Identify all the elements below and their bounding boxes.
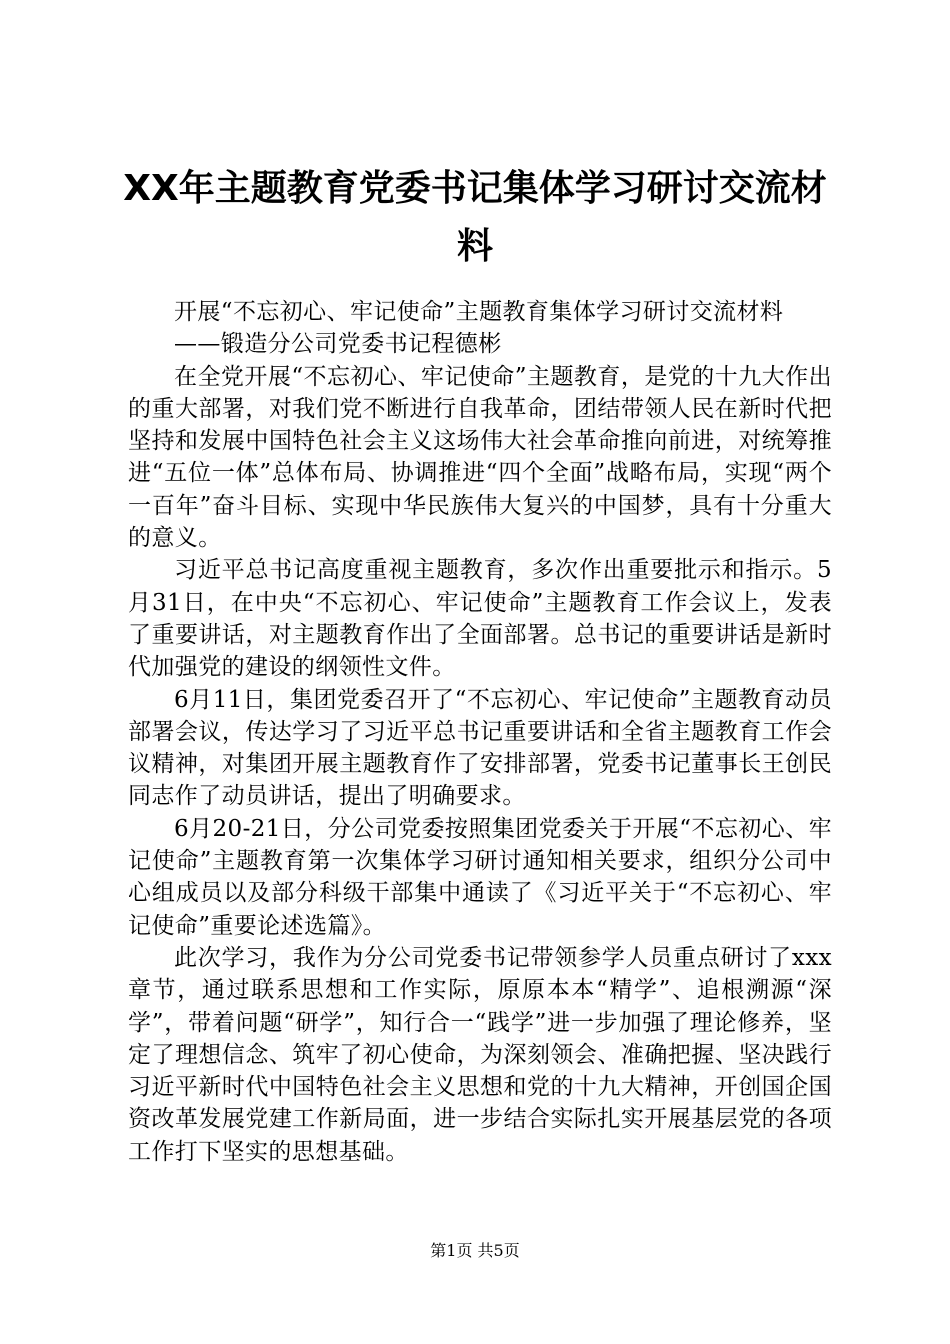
page-number-footer: 第1页 共5页 bbox=[430, 1241, 520, 1260]
paragraph-4: 6月20-21日，分公司党委按照集团党委关于开展“不忘初心、牢记使命”主题教育第一次集体学习研讨通知相关要求，组织分公司中心组成员以及部分科级干部集中通读了《习近平关于“不忘初心、牢记使命”重要论述选篇》。 bbox=[128, 815, 832, 939]
paragraph-1: 在全党开展“不忘初心、牢记使命”主题教育，是党的十九大作出的重大部署，对我们党不断进行自我革命，团结带领人民在新时代把坚持和发展中国特色社会主义这场伟大社会革命推向前进，对统筹推进“五位一体”总体布局、协调推进“四个全面”战略布局，实现“两个一百年”奋斗目标、实现中华民族伟大复兴的中国梦，具有十分重大的意义。 bbox=[128, 363, 832, 552]
paragraph-2: 习近平总书记高度重视主题教育，多次作出重要批示和指示。5月31日，在中央“不忘初心、牢记使命”主题教育工作会议上，发表了重要讲话，对主题教育作出了全面部署。总书记的重要讲话是新时代加强党的建设的纲领性文件。 bbox=[128, 557, 832, 681]
document-title: XX年主题教育党委书记集体学习研讨交流材料 bbox=[123, 168, 827, 267]
paragraph-3: 6月11日，集团党委召开了“不忘初心、牢记使命”主题教育动员部署会议，传达学习了习近平总书记重要讲话和全省主题教育工作会议精神，对集团开展主题教育作了安排部署，党委书记董事长王创民同志作了动员讲话，提出了明确要求。 bbox=[128, 686, 832, 810]
paragraph-5: 此次学习，我作为分公司党委书记带领参学人员重点研讨了xxx章节，通过联系思想和工作实际，原原本本“精学”、追根溯源“深学”，带着问题“研学”，知行合一“践学”进一步加强了理论修养，坚定了理想信念、筑牢了初心使命，为深刻领会、准确把握、坚决践行习近平新时代中国特色社会主义思想和党的十九大精神，开创国企国资改革发展党建工作新局面，进一步结合实际扎实开展基层党的各项工作打下坚实的思想基础。 bbox=[128, 944, 832, 1165]
document-subtitle: 开展“不忘初心、牢记使命”主题教育集体学习研讨交流材料 bbox=[174, 299, 784, 325]
document-body bbox=[128, 296, 832, 1168]
document-byline: ——锻造分公司党委书记程德彬 bbox=[174, 331, 502, 358]
